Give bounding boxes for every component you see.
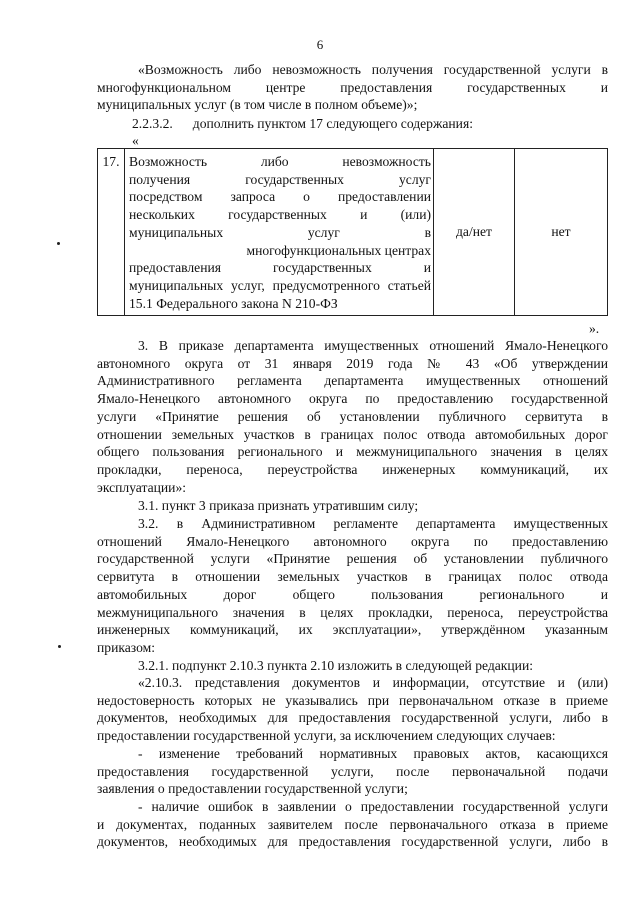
table-row <box>98 149 608 316</box>
page-number: 6 <box>316 37 324 52</box>
text-line: сервитута в отношении земельных участков в границах полос отвода <box>97 569 608 585</box>
text-line: автомобильных дорог общего пользования регионального и <box>97 586 608 602</box>
row-description <box>125 149 434 316</box>
item-3-1: 3.1. пункт 3 приказа признать утратившим силу; <box>138 498 419 513</box>
text-line: 3.2. в Административном регламенте департамента имущественных <box>138 516 608 531</box>
text-line: многофункциональном центре предоставления государственных и <box>97 79 608 95</box>
text-line: услуги «Принятие решения об установлении публичного сервитута в <box>97 408 608 424</box>
scan-mark <box>57 242 60 245</box>
item-2-10-3 <box>97 674 608 745</box>
text-line: документов, необходимых для предоставления государственной услуги, либо в <box>97 710 608 726</box>
row-number: 17. <box>98 149 125 316</box>
close-quote: ». <box>589 321 600 336</box>
desc-line: получения государственных услуг <box>129 171 431 187</box>
text-line: межмуниципального значения в целях прокладки, переноса, переустройства <box>97 604 608 620</box>
bullet-item <box>97 745 608 798</box>
paragraph-3 <box>97 337 608 496</box>
text-line: эксплуатации»: <box>97 479 187 495</box>
text-line: автономного округа от 31 января 2019 года № 43 «Об утверждении <box>97 355 608 371</box>
intro-paragraph <box>97 61 608 114</box>
desc-line: муниципальных услуг в <box>129 224 431 240</box>
text-line: недостоверность которых не указывались при первоначальном отказе в приеме <box>97 692 608 708</box>
text-line: 3. В приказе департамента имущественных отношений Ямало-Ненецкого <box>138 338 608 353</box>
text-line: - наличие ошибок в заявлении о предоставлении государственной услуги <box>138 799 608 814</box>
text-line: Ямало-Ненецкого автономного округа по предоставлению государственной <box>97 391 608 407</box>
item-3-2-1: 3.2.1. подпункт 2.10.3 пункта 2.10 изложить в следующей редакции: <box>138 658 534 673</box>
text-line: Административного регламента департамента имущественных отношений <box>97 373 608 389</box>
desc-line: Возможность либо невозможность <box>129 154 431 169</box>
desc-line: многофункциональных центрах <box>246 242 431 258</box>
text-line: отношении земельных участков в границах полос отвода автомобильных дорог <box>97 426 608 442</box>
text-line: государственной услуги «Принятие решения об установлении публичного <box>97 551 608 567</box>
text-line: и документах, поданных заявителем после первоначального отказа в приеме <box>97 816 608 832</box>
text-line: заявления о предоставлении государственной услуги; <box>97 781 408 797</box>
bullet-item <box>97 798 608 851</box>
text-line: «Возможность либо невозможность получения государственной услуги в <box>138 62 608 77</box>
text-line: «2.10.3. представления документов и информации, отсутствие и (или) <box>138 675 608 690</box>
row-value: нет <box>515 149 608 316</box>
row-answer: да/нет <box>434 149 515 316</box>
text-line: инженерных коммуникаций, их эксплуатации», утверждённом указанным <box>97 622 608 638</box>
text-line: предоставления государственной услуги, после первоначальной подачи <box>97 763 608 779</box>
text-line: отношений Ямало-Ненецкого автономного округа по предоставлению <box>97 533 608 549</box>
text-line: предоставлении государственной услуги, за исключением следующих случаев: <box>97 728 556 744</box>
desc-line: посредством запроса о предоставлении <box>129 189 431 205</box>
desc-line: нескольких государственных и (или) <box>129 207 431 223</box>
text-line: общего пользования регионального и межмуниципального значения в целях <box>97 444 608 460</box>
scan-mark <box>58 645 61 648</box>
inserted-table-row <box>97 148 608 316</box>
item-2-2-3-2 <box>132 115 608 133</box>
item-text: дополнить пунктом 17 следующего содержания: <box>192 116 473 131</box>
text-line: приказом: <box>97 639 155 655</box>
text-line: муниципальных услуг (в том числе в полном объеме)»; <box>97 97 418 113</box>
desc-line: предоставления государственных и <box>129 260 431 276</box>
open-quote: « <box>132 133 139 148</box>
desc-line: муниципальных услуг, предусмотренного статьей 15.1 Федерального закона N 210-ФЗ <box>129 277 431 311</box>
text-line: прокладки, переноса, переустройства инженерных коммуникаций, их <box>97 461 608 477</box>
item-number: 2.2.3.2. <box>132 116 173 131</box>
text-line: документов, необходимых для предоставления государственной услуги, либо в <box>97 834 608 850</box>
item-3-2 <box>97 515 608 657</box>
text-line: - изменение требований нормативных правовых актов, касающихся <box>138 746 608 761</box>
